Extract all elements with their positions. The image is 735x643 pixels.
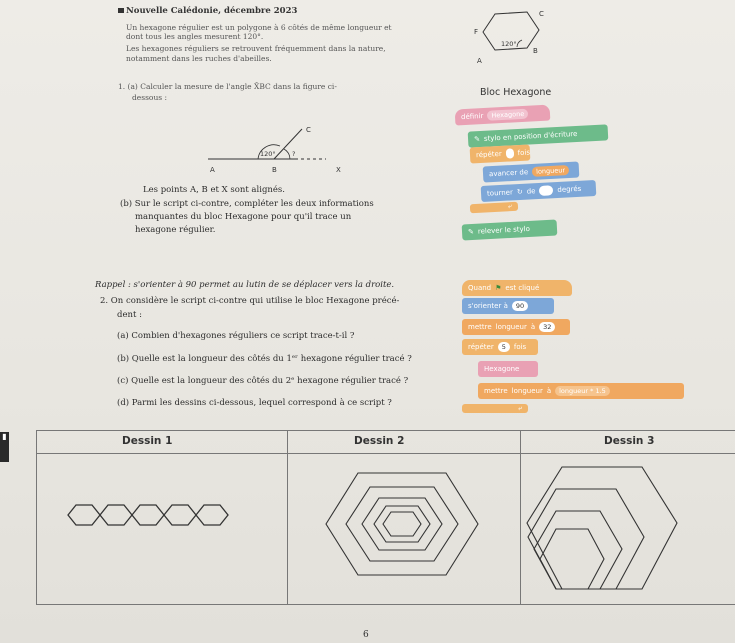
repeat-end: [470, 202, 518, 213]
q2b: (b) Quelle est la longueur des côtés du 1ᵉʳ hexagone régulier tracé ?: [117, 354, 412, 364]
q1a-line-2: dessous :: [132, 93, 168, 102]
svg-text:?: ?: [292, 150, 296, 158]
svg-text:B: B: [272, 166, 277, 174]
angle-label: 120°: [501, 40, 517, 48]
header-dessin-2: Dessin 2: [354, 435, 405, 447]
pen-down-block[interactable]: ✎ stylo en position d'écriture: [468, 124, 609, 147]
q2c: (c) Quelle est la longueur des côtés du 2ᵉ hexagone régulier tracé ?: [117, 376, 409, 386]
define-block[interactable]: définir Hexagone: [455, 105, 551, 126]
svg-text:C: C: [306, 126, 311, 134]
q2a: (a) Combien d'hexagones réguliers ce script trace-t-il ?: [117, 331, 355, 341]
drawings-table: [36, 430, 735, 605]
q1b-line-3: hexagone régulier.: [135, 225, 216, 235]
q1b-line-1: (b) Sur le script ci-contre, compléter les deux informations: [120, 199, 374, 209]
dessin-3-nested-hexagons: [526, 461, 726, 601]
orient-block[interactable]: s'orienter à 90: [462, 298, 554, 314]
label-c: C: [539, 10, 544, 18]
intro-line-2: dont tous les angles mesurent 120°.: [126, 32, 264, 41]
svg-text:X: X: [336, 166, 341, 174]
angle-figure: [200, 112, 360, 182]
pen-icon: ✎: [467, 227, 475, 237]
rotate-right-icon: ↻: [516, 187, 523, 197]
intro-line-4: notamment dans les ruches d'abeilles.: [126, 54, 272, 63]
svg-text:A: A: [210, 166, 215, 174]
dessin-2-concentric-hexagons: [316, 467, 496, 582]
when-flag-clicked-block[interactable]: Quand ⚑ est cliqué: [462, 280, 572, 296]
points-aligned: Les points A, B et X sont alignés.: [143, 185, 285, 195]
turn-block[interactable]: tourner ↻ de degrés: [481, 180, 597, 202]
page-number: 6: [363, 630, 369, 640]
repeat-5-end: [462, 404, 528, 413]
q2-intro-1: 2. On considère le script ci-contre qui utilise le bloc Hexagone précé-: [100, 296, 400, 306]
hexagon-figure: [465, 4, 555, 66]
q2d: (d) Parmi les dessins ci-dessous, lequel correspond à ce script ?: [117, 398, 392, 408]
pen-up-block[interactable]: ✎ relever le stylo: [462, 220, 558, 241]
label-a: A: [477, 57, 482, 65]
q2-intro-2: dent :: [117, 310, 142, 320]
rappel: Rappel : s'orienter à 90 permet au lutin de se déplacer vers la droite.: [95, 280, 395, 290]
loop-arrow-icon: ⤶: [518, 404, 522, 412]
header-dessin-1: Dessin 1: [122, 435, 173, 447]
page-edge-tab: ▮: [0, 432, 9, 462]
q1b-line-2: manquantes du bloc Hexagone pour qu'il trace un: [135, 212, 352, 222]
source-header: Nouvelle Calédonie, décembre 2023: [118, 7, 297, 17]
set-length-block[interactable]: mettre longueur à 32: [462, 319, 570, 335]
svg-text:120°: 120°: [260, 150, 276, 158]
q1a-line-1: 1. (a) Calculer la mesure de l'angle X̂BC dans la figure ci-: [118, 82, 337, 91]
header-dessin-3: Dessin 3: [604, 435, 655, 447]
repeat-5-block[interactable]: répéter 5 fois: [462, 339, 538, 355]
loop-arrow-icon: ⤶: [507, 202, 513, 211]
green-flag-icon: ⚑: [495, 284, 502, 292]
intro-line-1: Un hexagone régulier est un polygone à 6 côtés de même longueur et: [126, 23, 392, 32]
label-b: B: [533, 47, 538, 55]
flag-icon: [118, 8, 124, 13]
dessin-1-hexagon-row: [66, 501, 246, 541]
label-f: F: [474, 28, 479, 36]
set-length-multiply-block[interactable]: mettre longueur à longueur * 1.5: [478, 383, 684, 399]
bloc-title: Bloc Hexagone: [480, 87, 552, 98]
intro-line-3: Les hexagones réguliers se retrouvent fréquemment dans la nature,: [126, 44, 386, 53]
pen-icon: ✎: [473, 135, 481, 144]
move-block[interactable]: avancer de longueur: [483, 161, 580, 182]
hexagone-call-block[interactable]: Hexagone: [478, 361, 538, 377]
repeat-block[interactable]: répéter fois: [470, 144, 531, 163]
